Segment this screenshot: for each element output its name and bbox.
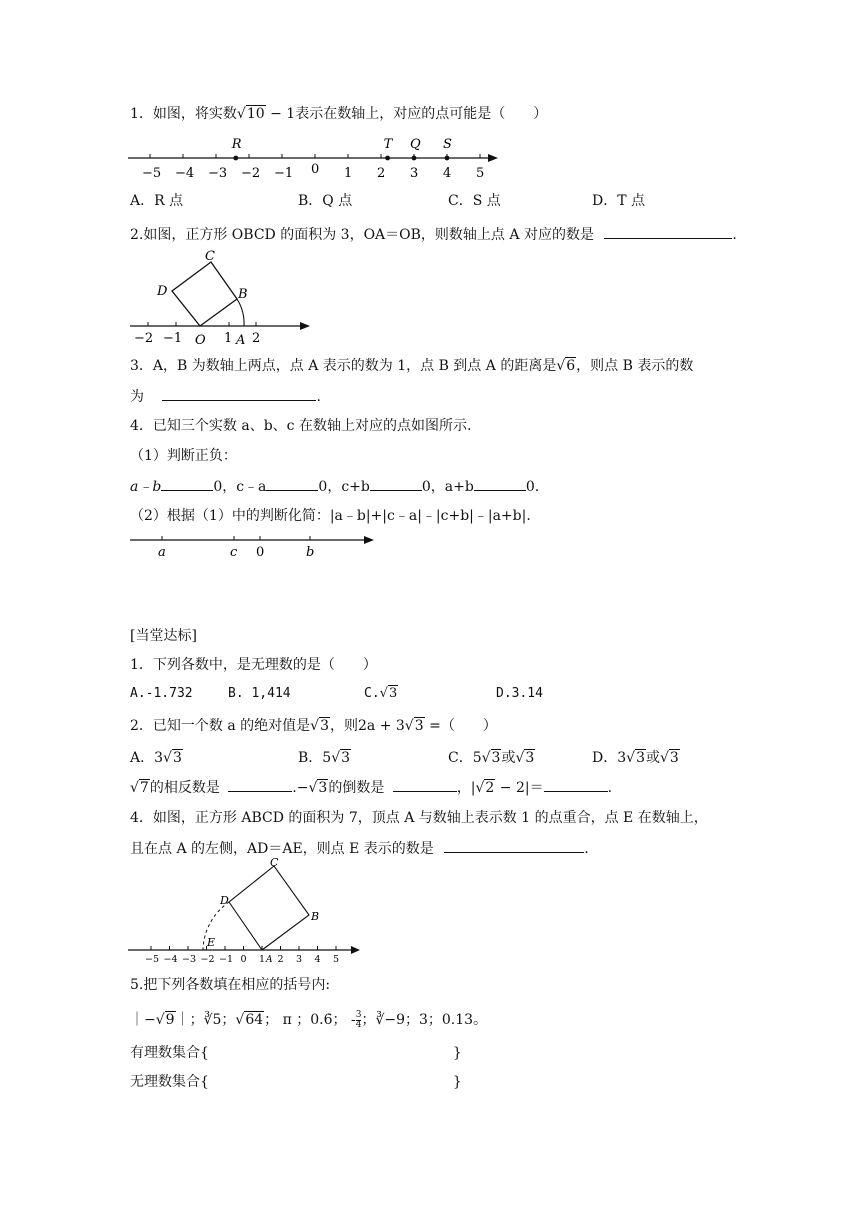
t4-tick-label: 2 [277,954,284,965]
t3-stem: √7的相反数是 .−√3的倒数是 ，|√2 − 2|＝ . [130,777,612,798]
svg-text:b: b [306,545,315,560]
t3-blank-2[interactable] [393,777,457,792]
t5-number-list: ｜−√9｜；∛5；√64； π ；0.6̇； - $\frac{3}{4}$ ；∛−9；3；0.13。 [130,1009,488,1030]
t4-tick-label: −5 [145,954,160,965]
q1-point-label: S [443,137,452,152]
t1-option-b[interactable]: B. 1,414 [228,686,291,701]
q3-stem-line1: 3．A，B 为数轴上两点，点 A 表示的数为 1，点 B 到点 A 的距离是√6，则点 B 表示的数 [130,358,694,374]
q1-point-label: Q [410,137,421,152]
t4-tick-label: 5 [333,954,340,965]
svg-text:2: 2 [252,331,261,346]
svg-text:C: C [270,858,279,869]
t4-tick-label: 4 [314,954,321,965]
q1-tick-label: 4 [443,166,452,181]
q4-stem: 4．已知三个实数 a、b、c 在数轴上对应的点如图所示. [130,418,472,434]
t2-stem: 2．已知一个数 a 的绝对值是√3，则2a + 3√3 =（ ） [130,718,497,734]
q4-blank-4[interactable] [474,476,526,491]
svg-text:−2: −2 [134,331,154,346]
t4-answer-blank[interactable] [444,838,584,853]
q4-blank-2[interactable] [266,476,318,491]
q1-tick-label: 1 [344,166,353,181]
svg-text:a: a [158,545,166,560]
t1-stem: 1．下列各数中，是无理数的是（ ） [130,657,377,673]
q1-stem: 1．如图，将实数√10 − 1表示在数轴上，对应的点可能是（ ） [130,106,548,122]
t5-irrational-set[interactable]: 无理数集合{ } [130,1074,462,1090]
q4-blank-3[interactable] [370,476,422,491]
t3-blank-1[interactable] [228,777,292,792]
t4-tick-label: 3 [296,954,303,965]
svg-text:B: B [238,287,248,302]
q2-figure [126,244,326,348]
t2-option-b[interactable]: B．5√3 [298,750,351,766]
t4-tick-label: −4 [163,954,178,965]
svg-text:C: C [205,249,215,264]
q1-option-d[interactable]: D．T 点 [592,193,646,209]
t4-tick-label: −3 [182,954,197,965]
q1-number-line [126,130,506,182]
q1-point-R [233,156,238,161]
t1-option-c[interactable]: C.√3 [364,686,398,701]
q1-tick-label: −1 [274,166,294,181]
q1-tick-label: 5 [476,166,485,181]
q1-option-c[interactable]: C．S 点 [448,193,501,209]
q3-stem-line2: 为 . [130,386,321,407]
q4-part1: （1）判断正负： [130,448,237,464]
svg-text:−1: −1 [163,331,183,346]
q1-point-label: T [383,137,393,152]
q1-tick-label: −4 [175,166,195,181]
svg-text:A: A [236,333,246,348]
q1-option-b[interactable]: B．Q 点 [298,193,353,209]
q4-part2: （2）根据（1）中的判断化简：|a﹣b|+|c﹣a|﹣|c+b|﹣|a+b|. [130,508,531,524]
sqrt-symbol: √10 [236,106,265,122]
q1-tick-label: −2 [241,166,261,181]
t4-tick-label: −1 [219,954,234,965]
t4-stem-line2: 且在点 A 的左侧，AD＝AE，则点 E 表示的数是 . [130,838,589,859]
svg-text:1: 1 [224,331,233,346]
q4-number-line [126,530,376,560]
q1-tick-label: 0 [311,162,320,177]
svg-text:B: B [311,910,320,923]
svg-text:O: O [195,333,206,348]
q1-point-T [385,156,390,161]
q1-tick-label: −5 [142,166,162,181]
t4-tick-label: 0 [240,954,247,965]
svg-text:A: A [266,955,273,965]
q1-point-S [445,156,450,161]
section-heading: [当堂达标] [130,628,197,644]
t4-tick-label: 1 [259,954,266,965]
svg-text:D: D [157,284,168,299]
q1-option-a[interactable]: A．R 点 [130,193,184,209]
q1-tick-label: −3 [208,166,228,181]
q4-expressions: a﹣b 0，c﹣a 0，c+b 0，a+b 0. [130,476,539,497]
q3-answer-blank[interactable] [162,386,316,401]
svg-text:E: E [207,936,216,949]
t4-figure [126,858,366,966]
t1-option-a[interactable]: A.-1.732 [130,686,193,701]
svg-text:0: 0 [256,545,265,560]
t5-stem: 5.把下列各数填在相应的括号内: [130,977,331,993]
t4-stem-line1: 4．如图，正方形 ABCD 的面积为 7，顶点 A 与数轴上表示数 1 的点重合，点 E 在数轴上， [130,810,708,826]
q1-tick-label: 2 [377,166,386,181]
t2-option-c[interactable]: C．5√3或√3 [448,750,535,766]
q2-stem: 2.如图，正方形 OBCD 的面积为 3，OA＝OB，则数轴上点 A 对应的数是 . [130,224,737,245]
q1-point-label: R [231,137,242,152]
t2-option-d[interactable]: D．3√3或√3 [592,750,679,766]
t3-blank-3[interactable] [544,777,608,792]
svg-text:D: D [220,894,229,907]
q1-point-Q [412,156,417,161]
q2-answer-blank[interactable] [604,224,732,239]
t2-option-a[interactable]: A．3√3 [130,750,182,766]
t5-rational-set[interactable]: 有理数集合{ } [130,1045,462,1061]
svg-text:c: c [230,545,238,560]
t1-option-d[interactable]: D.3.14 [496,686,543,701]
q4-blank-1[interactable] [161,476,213,491]
q1-tick-label: 3 [410,166,419,181]
t4-tick-label: −2 [200,954,215,965]
